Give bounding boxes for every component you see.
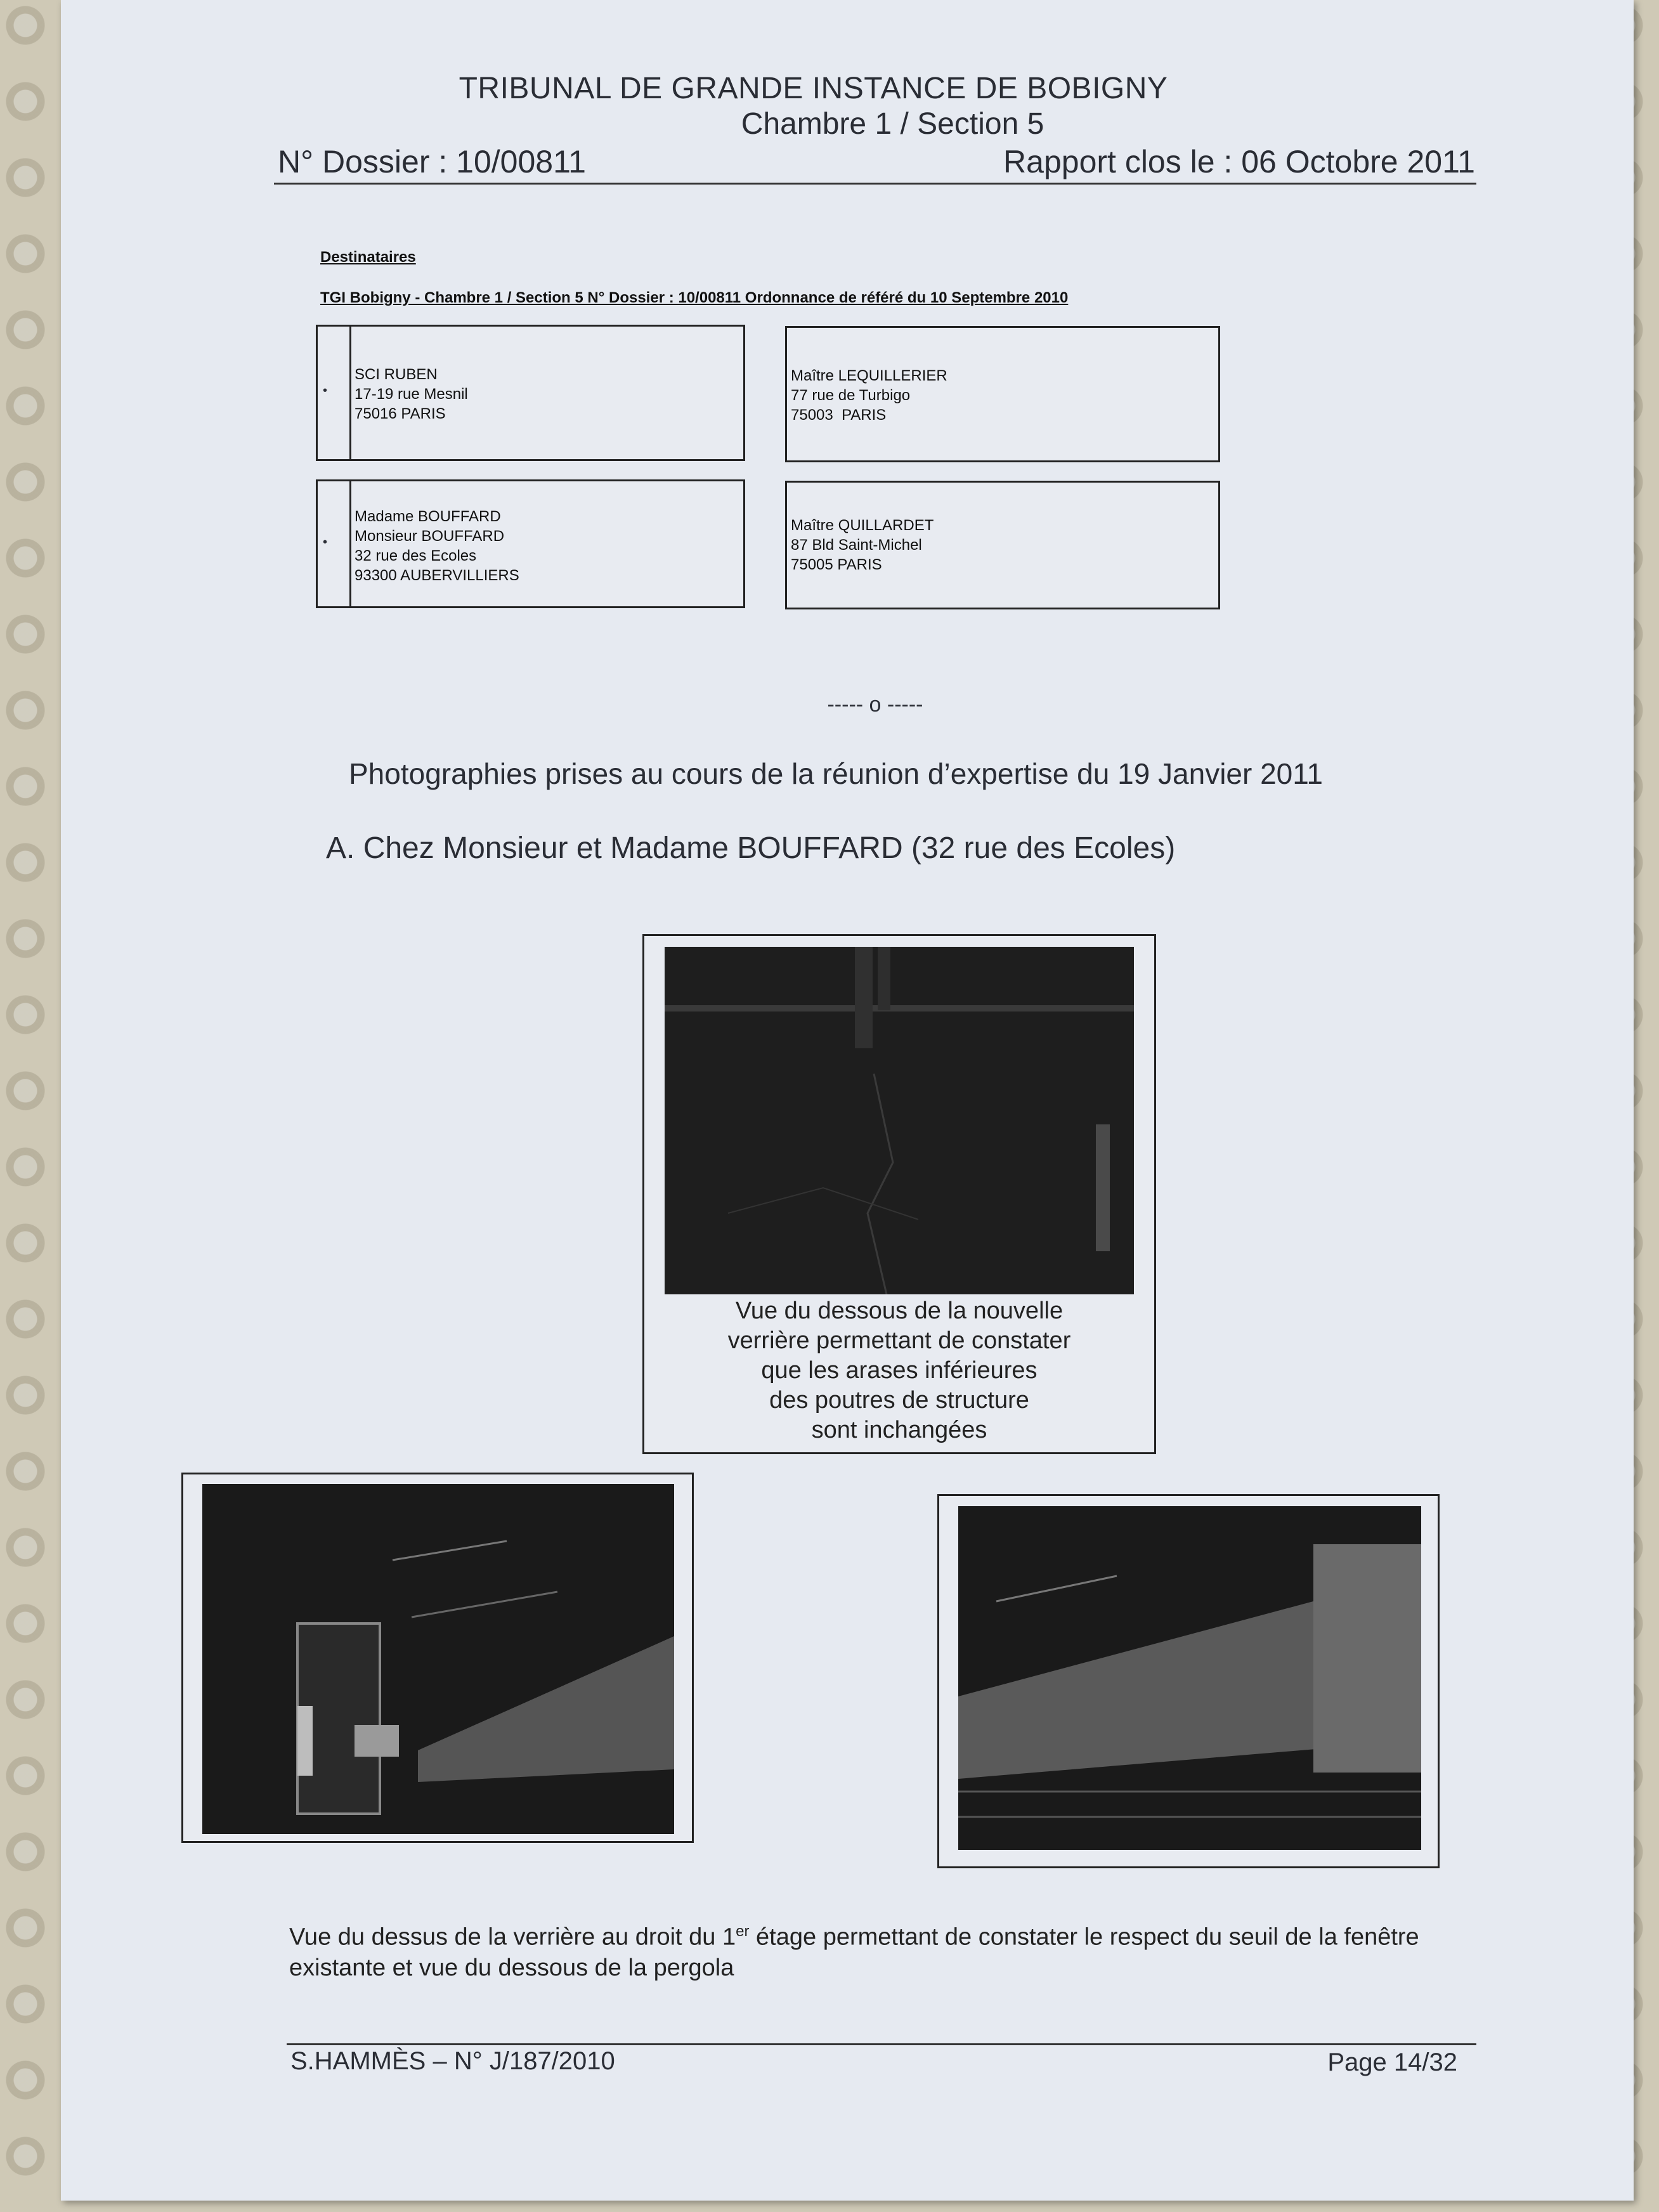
caption-text-start: Vue du dessus de la verrière au droit du 1 — [289, 1923, 736, 1951]
recipient-address: Maître QUILLARDET 87 Bld Saint-Michel 75005 PARIS — [791, 517, 934, 573]
photo-glass-roof-top-left — [202, 1484, 674, 1834]
bullet-icon: • — [323, 384, 328, 398]
photo-pergola-underside — [958, 1506, 1421, 1850]
dossier-number: N° Dossier : 10/00811 — [278, 144, 586, 179]
recipients-title: Destinataires — [320, 249, 416, 266]
photos-heading: Photographies prises au cours de la réunion d’expertise du 19 Janvier 2011 — [349, 757, 1324, 790]
separator: ----- o ----- — [827, 693, 923, 717]
footer-author: S.HAMMÈS – N° J/187/2010 — [290, 2047, 615, 2075]
photo-frame — [642, 934, 1156, 1454]
recipient-box — [785, 326, 1220, 462]
recipient-address: Maître LEQUILLERIER 77 rue de Turbigo 75003 PARIS — [791, 367, 947, 424]
photo-frame — [937, 1494, 1440, 1868]
photo-caption: Vue du dessous de la nouvelle verrière permettant de constater que les arases inférieures des poutres de structure sont inchangées — [727, 1298, 1071, 1443]
recipients-reference: TGI Bobigny - Chambre 1 / Section 5 N° Dossier : 10/00811 Ordonnance de référé du 10 Septembre 2010 — [320, 289, 1069, 306]
header-divider — [274, 183, 1476, 185]
recipient-box — [785, 481, 1220, 609]
caption-superscript: er — [736, 1923, 750, 1940]
chamber-subtitle: Chambre 1 / Section 5 — [741, 107, 1044, 141]
recipient-address: SCI RUBEN 17-19 rue Mesnil 75016 PARIS — [355, 366, 468, 422]
photo-frame — [181, 1473, 694, 1843]
photo-glass-roof-underside — [665, 947, 1134, 1294]
court-title: TRIBUNAL DE GRANDE INSTANCE DE BOBIGNY — [459, 72, 1168, 105]
footer-divider — [287, 2043, 1476, 2045]
bullet-icon: • — [323, 535, 328, 549]
recipient-box — [316, 325, 745, 461]
section-a-heading: A. Chez Monsieur et Madame BOUFFARD (32 rue des Ecoles) — [326, 831, 1176, 865]
report-closed-date: Rapport clos le : 06 Octobre 2011 — [1003, 144, 1475, 179]
recipient-box — [316, 479, 745, 608]
page-number: Page 14/32 — [1327, 2048, 1457, 2076]
caption-text-end: étage permettant de constater le respect du seuil de la fenêtre existante et vue du dessous de la pergola — [289, 1923, 1419, 1981]
recipient-address: Madame BOUFFARD Monsieur BOUFFARD 32 rue des Ecoles 93300 AUBERVILLIERS — [355, 508, 519, 584]
photo-caption-bottom — [289, 1916, 1494, 1983]
